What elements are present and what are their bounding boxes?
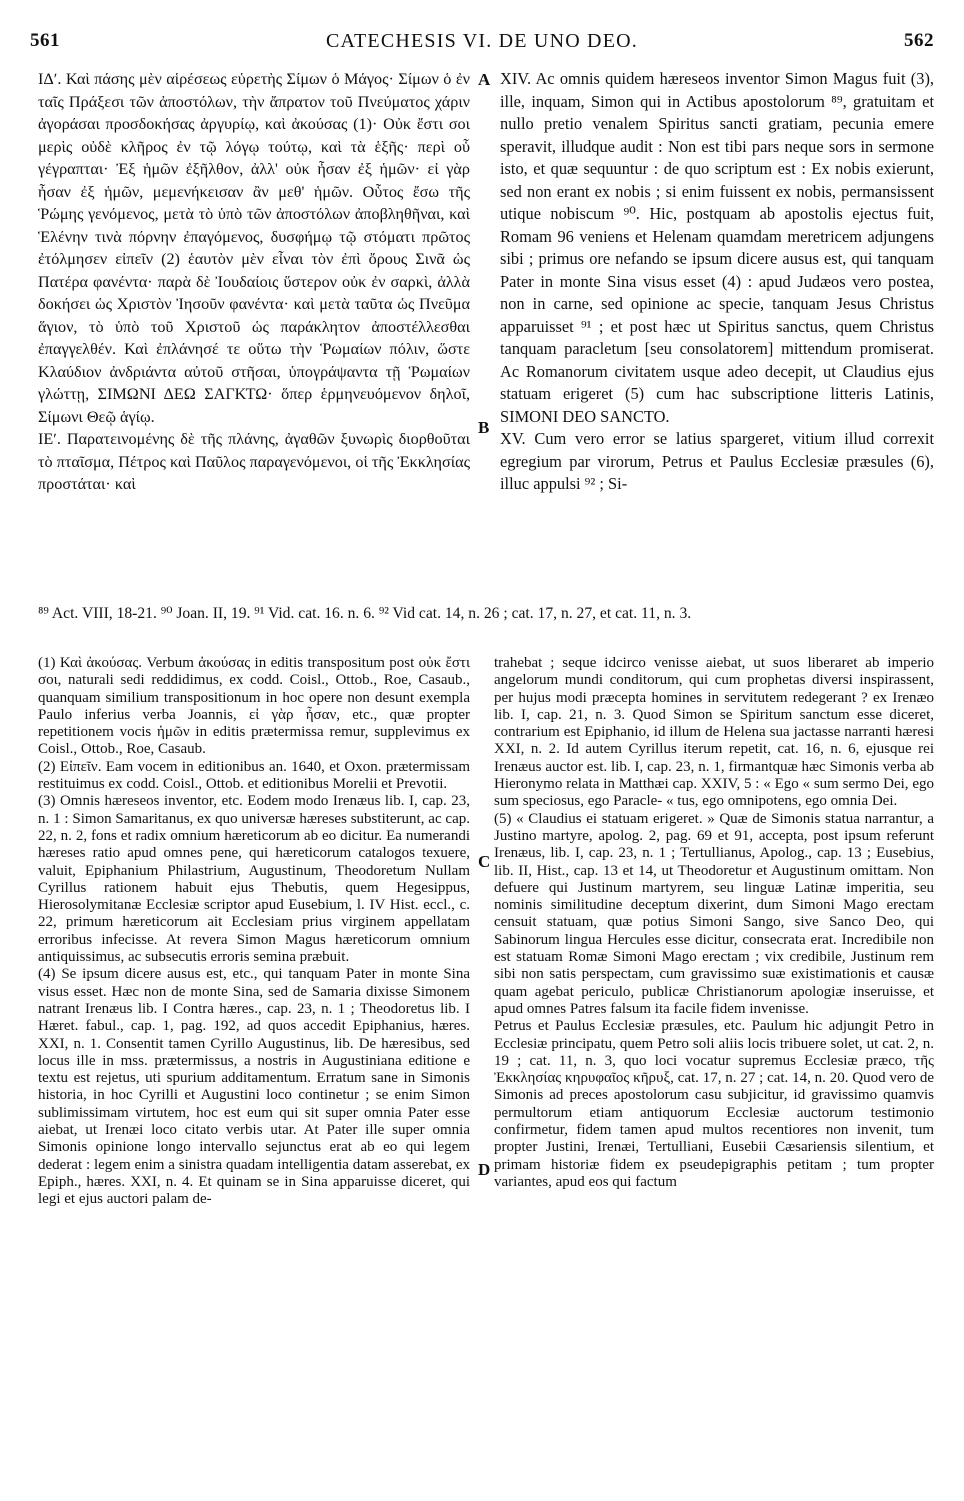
latin-text-column bbox=[500, 68, 934, 496]
footnote: (4) Se ipsum dicere ausus est, etc., qui tanquam Pater in monte Sina visus esset. Hæc non de monte Sina, sed de Samaria dixisse Simonem natrant Irenæus lib. I Contra hæres., cap. 23, n. 1 ; Theodoretus lib. I Hæret. fabul., cap. 1, pag. 192, ad quos accedit Epiphanius, hæres. XXI, n. 1. Consentit tamen Cyrillo Augustinus, lib. De hæresibus, sed locus ille in mss. prætermissus, a nostris in Augustiniana editione e textu est rejetus, uti spurium additamentum. Erratum sane in Simonis historia, in hoc Cyrilli et Augustini loco continetur ; se enim Simon sublimissimam virtutem, hoc est eum qui sit super omnia Pater esse aiebat, ut Irenæi loco citato verbis utar. At Pater ille super omnia Simonis opinione longo intervallo sejunctus erat ab eo qui legem dederat : legem enim a sinistra quadam intelligentia datam asserebat, ex Epiph., hæres. XXI, n. 4. Et quinam se in Sina apparuisse diceret, qui legi et ejus auctori palam de- bbox=[38, 966, 470, 1208]
footnotes-left-column bbox=[38, 655, 470, 1209]
footnote: (2) Εἰπεῖν. Eam vocem in editionibus an. 1640, et Oxon. prætermissam restituimus ex codd. Coisl., Ottob. et editionibus Morelii et Prevotii. bbox=[38, 758, 470, 793]
greek-paragraph-14: ΙΔʹ. Καὶ πάσης μὲν αἱρέσεως εὑρετὴς Σίμων ὁ Μάγος· Σίμων ὁ ἐν ταῖς Πράξεσι τῶν ἀποστόλων, τὴν ἄπρατον τοῦ Πνεύματος χάριν ἀγοράσαι προσδοκήσας ἀργυρίῳ, καὶ ἀκούσας (1)· Οὐκ ἔστι σοι μερὶς οὐδὲ κλῆρος ἐν τῷ λόγῳ τούτῳ, καὶ τὰ ἑξῆς· περὶ οὗ γέγραπται· Ἐξ ἡμῶν ἐξῆλθον, ἀλλ' οὐκ ἦσαν ἐξ ἡμῶν· εἰ γὰρ ἦσαν ἐξ ἡμῶν, μεμενήκεισαν ἂν μεθ' ἡμῶν. Οὗτος ἔσω τῆς Ῥώμης γενόμενος, μετὰ τὸ ὑπὸ τῶν ἀποστόλων ἀποβληθῆναι, καὶ Ἑλένην τινὰ πόρνην ἐπαγόμενος, δυσφήμῳ τῷ στόματι πρῶτος ἐτόλμησεν εἰπεῖν (2) ἑαυτὸν μὲν εἶναι τὸν ἐπὶ ὄρους Σινᾶ ὡς Πατέρα φανέντα· παρὰ δὲ Ἰουδαίοις ὕστερον οὐκ ἐν σαρκὶ, ἀλλὰ δοκήσει ὡς Χριστὸν Ἰησοῦν φανέντα· καὶ μετὰ ταῦτα ὡς Πνεῦμα ἅγιον, τὸ ὑπὸ τοῦ Χριστοῦ ὡς παράκλητον ἀποστέλλεσθαι ἐπαγγελθέν. Καὶ ἐπλάνησέ τε οὕτω τὴν Ῥωμαίων πόλιν, ὥστε Κλαύδιον ἀνδριάντα αὐτοῦ στῆσαι, ὑπογράψαντα τῇ Ῥωμαίων γλώττῃ, ΣΙΜΩΝΙ ΔΕΩ ΣΑΓΚΤΩ· ὅπερ ἑρμηνευόμενον δηλοῖ, Σίμωνι Θεῷ ἁγίῳ. bbox=[38, 70, 470, 426]
footnote: (3) Omnis hæreseos inventor, etc. Eodem modo Irenæus lib. I, cap. 23, n. 1 : Simon Samaritanus, ex quo universæ hæreses substiterunt, ac cap. 22, n. 2, fons et radix omnium hæreticorum ab eo dicitur. Ea numerandi hæreses ratio apud omnes pene, qui hæreticorum catalogos texuere, valuit, Epiphanium Philastrium, Augustinum, Theodoretum Nullam Cyrillus rationem habuit ejus Thebutis, quem Hegesippus, Hierosolymitanæ Ecclesiæ scriptor apud Eusebium, l. IV Hist. eccl., c. 22, primum hæreticorum ait Ecclesiam prius virginem appellatam erroribus infecisse. At revera Simon Magus hæreticorum omnium antiquissimus, ac subsecutis erroris semina præbuit. bbox=[38, 793, 470, 966]
greek-text-column bbox=[38, 68, 470, 496]
footnotes-right-column bbox=[494, 655, 934, 1191]
running-header bbox=[30, 30, 934, 58]
running-title: CATECHESIS VI. DE UNO DEO. bbox=[326, 30, 638, 52]
margin-letter-a: A bbox=[478, 70, 491, 89]
greek-paragraph-15: ΙΕʹ. Παρατεινομένης δὲ τῆς πλάνης, ἀγαθῶν ξυνωρὶς διορθοῦται τὸ πταῖσμα, Πέτρος καὶ Παῦλος παραγενόμενοι, οἱ τῆς Ἐκκλησίας προστάται· καὶ bbox=[38, 430, 470, 493]
latin-paragraph-15: XV. Cum vero error se latius spargeret, vitium illud correxit egregium par virorum, Petrus et Paulus Ecclesiæ præsules (6), illuc appulsi ⁹² ; Si- bbox=[500, 429, 934, 493]
scripture-references: ⁸⁹ Act. VIII, 18-21. ⁹⁰ Joan. II, 19. ⁹¹ Vid. cat. 16. n. 6. ⁹² Vid cat. 14, n. 26 ; cat. 17, n. 27, et cat. 11, n. 3. bbox=[38, 605, 692, 622]
margin-letter-c: C bbox=[478, 852, 491, 871]
margin-letter-d: D bbox=[478, 1160, 491, 1179]
margin-letter-b: B bbox=[478, 418, 490, 437]
footnote: trahebat ; seque idcirco venisse aiebat, ut suos liberaret ab imperio angelorum mundi conditorum, qui cum prophetas diversi inspirassent, per hujus modi præcepta homines in servitutem redegerant ? ex Irenæo lib. I, cap. 21, n. 3. Quod Simon se Spiritum sanctum esse diceret, contrarium est Epiphanio, id illum de Helena sua jactasse narranti hæresi XXI, n. 2. Id autem Cyrillus iterum repetit, cat. 16, n. 6, ejusque rei Irenæus auctor est. lib. I, cap. 23, n. 1, firmantquæ hæc Simonis verba ab Hieronymo relata in Matthæi cap. XXIV, 5 : « Ego « sum sermo Dei, ego sum speciosus, ego Paracle- « tus, ego omnipotens, ego omnia Dei. bbox=[494, 655, 934, 810]
latin-paragraph-14: XIV. Ac omnis quidem hæreseos inventor Simon Magus fuit (3), ille, inquam, Simon qui in Actibus apostolorum ⁸⁹, gratuitam et nullo pretio venalem Spiritus sancti gratiam, pecunia emere speravit, illudque audit : Non est tibi pars neque sors in sermone isto, et quæ sequuntur : de quo scriptum est : Ex nobis exierunt, sed non erant ex nobis ; si enim fuissent ex nobis, permansissent utique nobiscum ⁹⁰. Hic, postquam ab apostolis ejectus fuit, Romam 96 veniens et Helenam quamdam meretricem adjungens sibi ; primus ore nefando se ipsum dicere ausus est, qui tanquam Pater in monte Sina visus esset (4) : apud Judæos vero postea, non in carne, sed opinione ac specie, tanquam Jesus Christus apparuisset ⁹¹ ; et post hæc ut Spiritus sanctus, quem Christus tanquam paracletum [seu consolatorem] mittendum promiserat. Ac Romanorum civitatem usque adeo decepit, ut Claudius ejus statuam erigeret (5) cum hac subscriptione litteris Latinis, SIMONI DEO SANCTO. bbox=[500, 69, 934, 426]
left-page-number: 561 bbox=[30, 30, 60, 51]
footnote: (5) « Claudius ei statuam erigeret. » Quæ de Simonis statua narrantur, a Justino martyre, apolog. 2, pag. 69 et 91, accepta, post ipsum referunt Irenæus, lib. I, cap. 23, n. 1 ; Tertullianus, Apolog., cap. 13 ; Eusebius, lib. II, Hist., cap. 13 et 14, ut Theodoretur et Augustinum omittam. Non defuere qui Justinum martyrem, seu linguæ Latinæ imperitia, seu nominis similitudine deceptum dixerint, dum Simoni Mago erectam censuit statuam, quæ potius Simoni Sango, sive Sanco Deo, qui Sabinorum lingua Hercules esse dicitur, consecrata erat. Incredibile non est statuam Romæ Simoni Mago erectam ; vix credibile, Justinum rem sibi non satis perspectam, cum gravissimo suæ existimationis et causæ quam agebat periculo, publicæ Christianorum apologiæ inseruisse, et apud omnes Patres falsum ita facile fidem invenisse. bbox=[494, 810, 934, 1017]
footnote: (1) Καὶ ἀκούσας. Verbum ἀκούσας in editis transpositum post οὐκ ἔστι σοι, naturali sedi reddidimus, ex codd. Coisl., Ottob., Roe, Casaub., quanquam similium transpositionum in hoc opere non desunt exempla Paulo inferius verba Joannis, εἰ γὰρ ἦσαν, etc., quæ propter repetitionem vocis ἡμῶν in editis prætermissa remur, supplevimus ex Coisl., Ottob., Roe, Casaub. bbox=[38, 655, 470, 758]
footnote: Petrus et Paulus Ecclesiæ præsules, etc. Paulum hic adjungit Petro in Ecclesiæ principatu, quem Petro soli aliis locis tribuere solet, ut cat. 2, n. 19 ; cat. 11, n. 3, quo loci vocatur supremus Ecclesiæ præco, τῆς Ἐκκλησίας κηρυφαῖος κῆρυξ, cat. 17, n. 27 ; cat. 14, n. 20. Quod vero de Simonis ad preces apostolorum casu subjicitur, id gravissimo quamvis permultorum etiam antiquorum Ecclesiæ auctorum testimonio confirmetur, fidem tamen apud multos recentiores non invenit, tum propter Justini, Irenæi, Tertulliani, Eusebii Cæsariensis silentium, et primam historiæ fidem ex pseudepigraphis petitam ; tum propter variantes, apud eos qui factum bbox=[494, 1018, 934, 1190]
right-page-number: 562 bbox=[904, 30, 934, 51]
